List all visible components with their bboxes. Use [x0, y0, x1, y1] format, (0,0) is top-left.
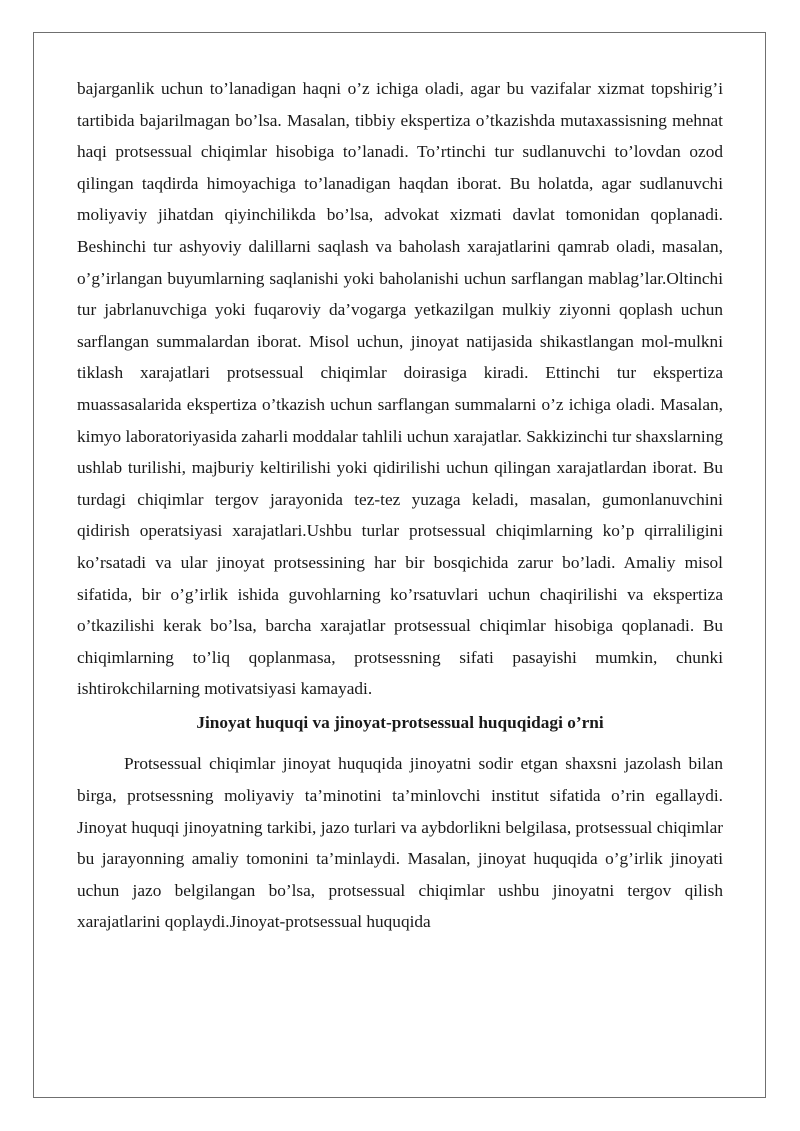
body-paragraph-2: Protsessual chiqimlar jinoyat huquqida jinoyatni sodir etgan shaxsni jazolash bilan birga, protsessning moliyaviy ta’minotini ta’minlovchi institut sifatida o’rin egallaydi. Jinoyat huquqi jinoyatning tarkibi, jazo turlari va aybdorlikni belgilasa, protsessual chiqimlar bu jarayonning amaliy tomonini ta’minlaydi. Masalan, jinoyat huquqida o’g’irlik jinoyati uchun jazo belgilangan bo’lsa, protsessual chiqimlar ushbu jinoyatni tergov qilish xarajatlarini qoplaydi.Jinoyat-protsessual huquqida [77, 754, 723, 932]
body-paragraph-1: bajarganlik uchun to’lanadigan haqni o’z ichiga oladi, agar bu vazifalar xizmat topshirig’i tartibida bajarilmagan bo’lsa. Masalan, tibbiy ekspertiza o’tkazishda mutaxassisning mehnat haqi protsessual chiqimlar hisobiga to’lanadi. To’rtinchi tur sudlanuvchi to’lovdan ozod qilingan taqdirda himoyachiga to’lanadigan haqdan iborat. Bu holatda, agar sudlanuvchi moliyaviy jihatdan qiyinchilikda bo’lsa, advokat xizmati davlat tomonidan qoplanadi. Beshinchi tur ashyoviy dalillarni saqlash va baholash xarajatlarini qamrab oladi, masalan, o’g’irlangan buyumlarning saqlanishi yoki baholanishi uchun sarflangan mablag’lar.Oltinchi tur jabrlanuvchiga yoki fuqaroviy da’vogarga yetkazilgan mulkiy ziyonni qoplash uchun sarflangan summalardan iborat. Misol uchun, jinoyat natijasida shikastlangan mol-mulkni tiklash xarajatlari protsessual chiqimlar doirasiga kiradi. Ettinchi tur ekspertiza muassasalarida ekspertiza o’tkazish uchun sarflangan summalarni o’z ichiga oladi. Masalan, kimyo laboratoriyasida zaharli moddalar tahlili uchun xarajatlar. Sakkizinchi tur shaxslarning ushlab turilishi, majburiy keltirilishi yoki qidirilishi uchun qilingan xarajatlardan iborat. Bu turdagi chiqimlar tergov jarayonida tez-tez yuzaga keladi, masalan, gumonlanuvchini qidirish operatsiyasi xarajatlari.Ushbu turlar protsessual chiqimlarning ko’p qirraliligini ko’rsatadi va ular jinoyat protsessining har bir bosqichida zarur bo’ladi. Amaliy misol sifatida, bir o’g’irlik ishida guvohlarning ko’rsatuvlari uchun chaqirilishi va ekspertiza o’tkazilishi kerak bo’lsa, barcha xarajatlar protsessual chiqimlar hisobiga qoplanadi. Bu chiqimlarning to’liq qoplanmasa, protsessning sifati pasayishi mumkin, chunki ishtirokchilarning motivatsiyasi kamayadi. [77, 79, 723, 699]
document-body [77, 73, 723, 938]
section-heading: Jinoyat huquqi va jinoyat-protsessual huquqidagi o’rni [196, 712, 604, 732]
